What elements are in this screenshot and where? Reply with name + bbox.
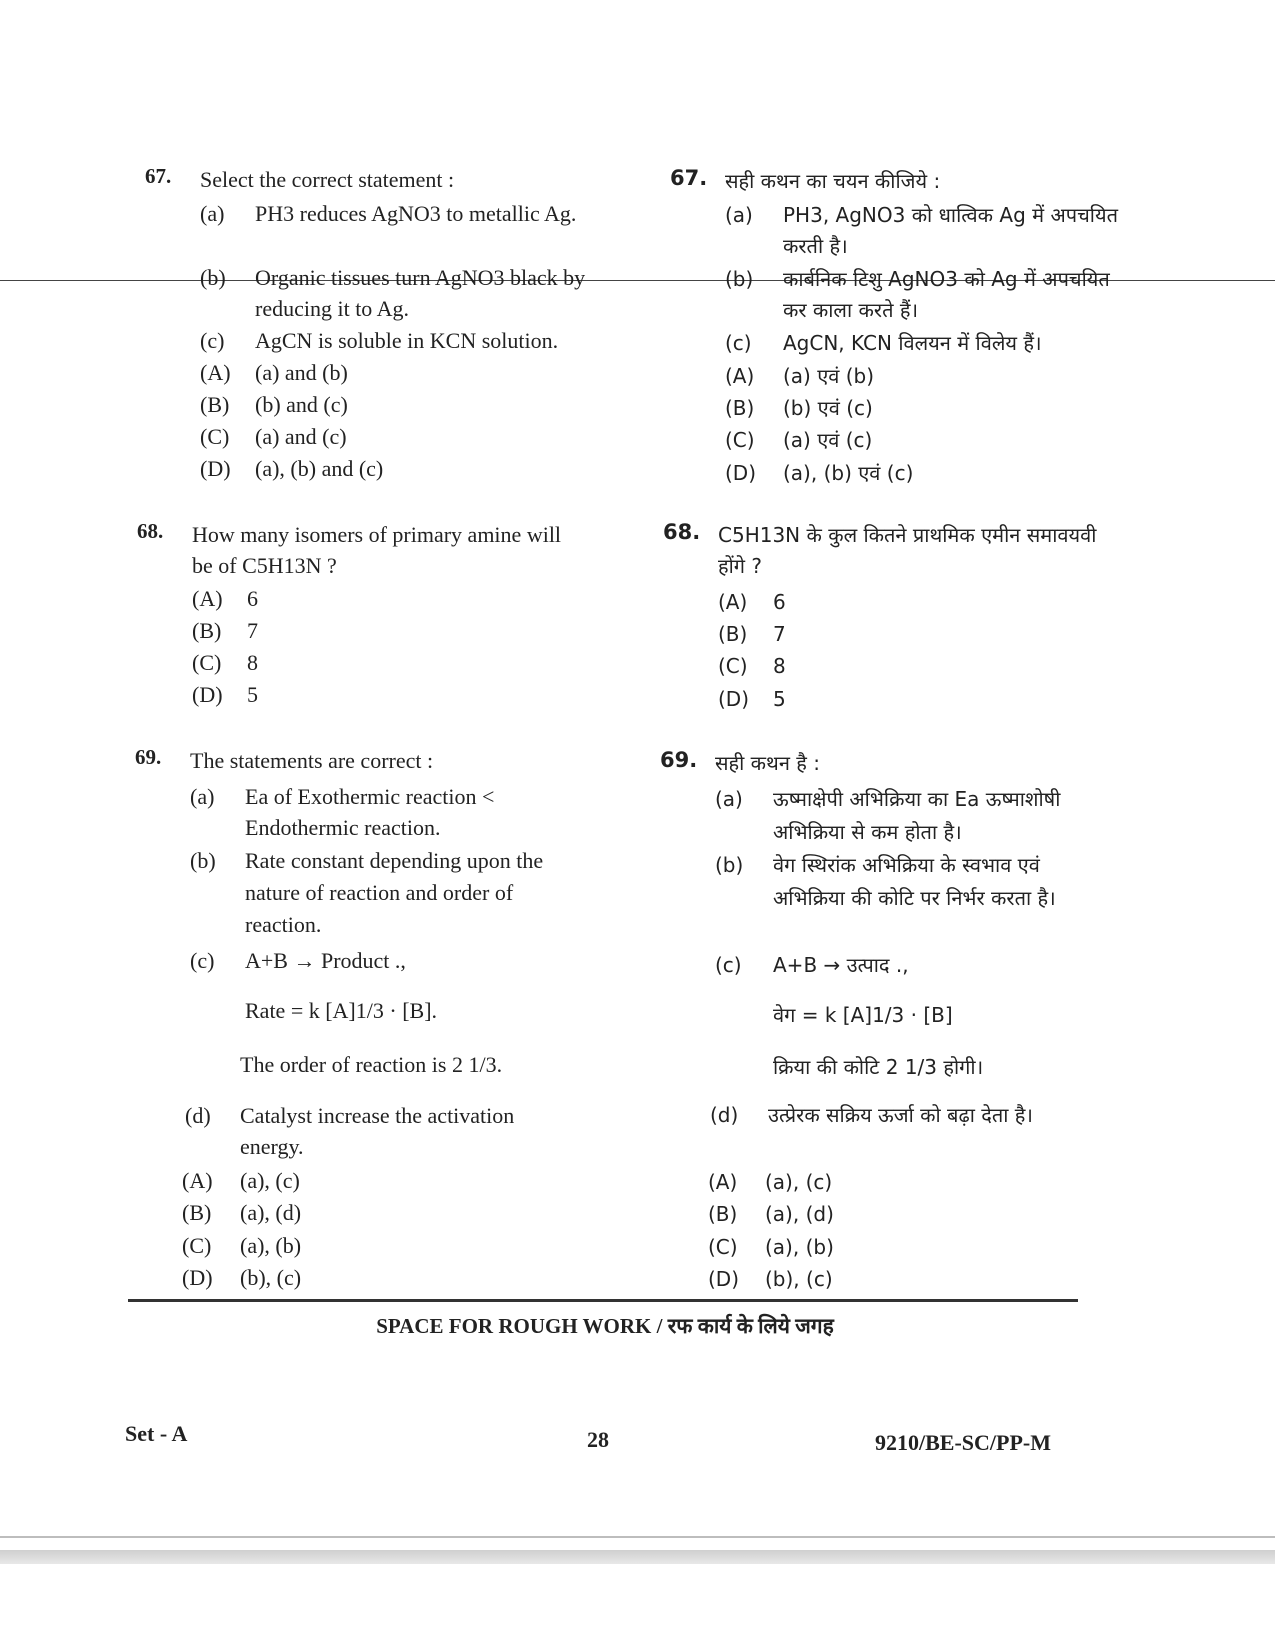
statement-c-line3: क्रिया की कोटि 2 1/3 होगी। [773,1055,984,1079]
option-label: (C) [718,654,748,678]
statement-d-line2: energy. [240,1134,304,1159]
statement-label: (a) [190,784,215,809]
page-number: 28 [587,1427,609,1452]
option-label: (A) [192,586,223,611]
statement-a-text: PH3 reduces AgNO3 to metallic Ag. [255,201,577,226]
option-label: (D) [718,687,750,711]
option-label: (A) [182,1168,213,1193]
statement-b-line3: reaction. [245,912,322,937]
statement-c-line2: Rate = k [A]1/3 · [B]. [245,998,438,1023]
bottom-band [0,1550,1275,1564]
option-text: (b) and (c) [255,392,348,417]
option-label: (C) [708,1235,738,1259]
question-stem: The statements are correct : [190,748,434,773]
option-label: (A) [718,590,748,614]
statement-a-line1: ऊष्माक्षेपी अभिक्रिया का Ea ऊष्माशोषी [773,787,1061,811]
statement-b-line2: कर काला करते हैं। [783,298,919,322]
question-number: 68. [137,519,164,543]
option-label: (D) [725,461,757,485]
option-label: (B) [192,618,222,643]
option-text: (a), (d) [765,1202,834,1226]
statement-b-line1: वेग स्थिरांक अभिक्रिया के स्वभाव एवं [773,853,1040,877]
statement-b-line2: nature of reaction and order of [245,880,514,905]
statement-label: (a) [715,787,743,811]
option-label: (C) [192,650,222,675]
question-stem-line2: होंगे ? [718,554,763,578]
question-number: 69. [135,745,162,769]
option-text: (a), (d) [240,1200,302,1225]
option-label: (C) [200,424,230,449]
statement-label: (b) [725,267,754,291]
question-stem-line1: How many isomers of primary amine will [192,522,562,547]
option-label: (D) [182,1265,213,1290]
option-text: (b) एवं (c) [783,396,873,420]
option-label: (B) [182,1200,212,1225]
option-text: 7 [773,622,786,646]
statement-text [255,198,576,229]
statement-label: (c) [190,948,215,973]
statement-a-line2: Endothermic reaction. [245,815,441,840]
statement-d-line1: Catalyst increase the activation [240,1103,515,1128]
statement-c-line3: The order of reaction is 2 1/3. [240,1052,503,1077]
option-text: (a) एवं (c) [783,428,873,452]
option-text: (a) एवं (b) [783,364,875,388]
statement-b-text: Organic tissues turn AgNO3 black by reducing it to Ag. [255,265,586,321]
question-stem: सही कथन का चयन कीजिये : [725,169,941,193]
option-text: (a), (b) and (c) [255,456,384,481]
option-text: (a) and (b) [255,360,348,385]
option-label: (C) [182,1233,212,1258]
statement-label: (b) [200,265,226,290]
statement-a-line1: PH3, AgNO3 को धात्विक Ag में अपचयित [783,203,1118,227]
statement-b-line1: Rate constant depending upon the [245,848,544,873]
statement-label: (c) [715,953,742,977]
question-number: 67. [145,164,172,188]
option-label: (D) [200,456,231,481]
paper-code: 9210/BE-SC/PP-M [875,1430,1051,1455]
option-text: (a), (c) [240,1168,300,1193]
statement-a-line2: अभिक्रिया से कम होता है। [773,820,962,844]
statement-label: (c) [725,331,752,355]
rough-work-divider [128,1299,1078,1302]
statement-c-text: AgCN, KCN विलयन में विलेय हैं। [783,331,1042,355]
statement-label: (d) [710,1103,739,1127]
question-number: 68. [663,520,701,544]
option-text: 6 [773,590,786,614]
statement-d-text: उत्प्रेरक सक्रिय ऊर्जा को बढ़ा देता है। [768,1103,1034,1127]
statement-b-line1: कार्बनिक टिशु AgNO3 को Ag में अपचयित [783,267,1110,291]
question-number: 69. [660,748,698,772]
option-text: 5 [773,687,786,711]
statement-label: (a) [200,201,225,226]
option-label: (B) [718,622,748,646]
statement-label: (b) [190,848,216,873]
option-text: 8 [773,654,786,678]
option-label: (A) [708,1170,738,1194]
option-text: 6 [247,586,258,611]
statement-label: (b) [715,853,744,877]
statement-c-text: AgCN is soluble in KCN solution. [255,328,559,353]
statement-b-line2: अभिक्रिया की कोटि पर निर्भर करता है। [773,886,1056,910]
option-label: (A) [725,364,755,388]
option-text: (a), (b) एवं (c) [783,461,914,485]
option-label: (D) [192,682,223,707]
option-text: (b), (c) [240,1265,302,1290]
statement-c-line2: वेग = k [A]1/3 · [B] [773,1003,953,1027]
option-text: (a), (b) [240,1233,302,1258]
option-text: (a), (c) [765,1170,833,1194]
statement-label: (a) [725,203,753,227]
question-stem: Select the correct statement : [200,167,455,192]
question-stem: सही कथन है : [715,751,820,775]
question-stem-line1: C5H13N के कुल कितने प्राथमिक एमीन समावयवी [718,523,1097,547]
option-label: (D) [708,1267,740,1291]
question-number: 67. [670,166,708,190]
option-text: 8 [247,650,258,675]
option-text: (b), (c) [765,1267,833,1291]
statement-a-line1: Ea of Exothermic reaction < [245,784,495,809]
statement-c-line1: A+B → उत्पाद ., [773,953,909,977]
option-label: (A) [200,360,231,385]
option-text: 7 [247,618,258,643]
statement-label: (c) [200,328,225,353]
rough-work-label: SPACE FOR ROUGH WORK / रफ कार्य के लिये जगह [376,1314,834,1338]
statement-label: (d) [185,1103,211,1128]
statement-a-line2: करती है। [783,234,848,258]
option-label: (B) [725,396,755,420]
option-text: (a) and (c) [255,424,347,449]
bottom-rule [0,1536,1275,1538]
option-text: (a), (b) [765,1235,834,1259]
option-label: (B) [200,392,230,417]
question-stem-line2: be of C5H13N ? [192,553,337,578]
set-label: Set - A [125,1421,188,1446]
option-text: 5 [247,682,258,707]
option-label: (B) [708,1202,738,1226]
option-label: (C) [725,428,755,452]
statement-c-line1: A+B → Product ., [245,948,406,973]
